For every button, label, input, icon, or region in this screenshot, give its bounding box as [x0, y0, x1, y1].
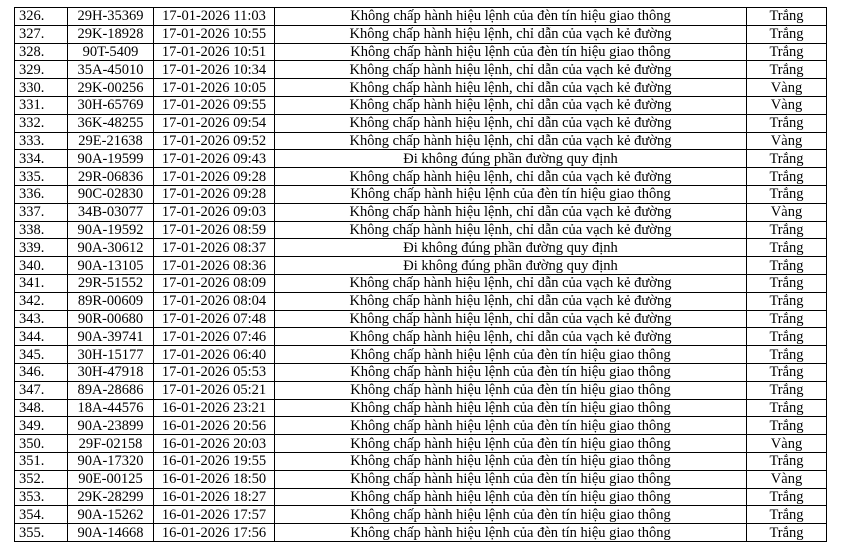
license-plate-cell: 29K-18928 — [68, 25, 154, 43]
row-number-cell: 333. — [15, 132, 68, 150]
violation-description-cell: Không chấp hành hiệu lệnh của đèn tín hiệu giao thông — [275, 381, 747, 399]
license-plate-cell: 34B-03077 — [68, 203, 154, 221]
violation-time-cell: 17-01-2026 10:55 — [154, 25, 275, 43]
license-plate-cell: 90A-39741 — [68, 328, 154, 346]
row-number-cell: 353. — [15, 488, 68, 506]
row-number-cell: 354. — [15, 506, 68, 524]
plate-color-cell: Trắng — [747, 221, 827, 239]
table-row — [15, 96, 827, 114]
plate-color-cell: Trắng — [747, 417, 827, 435]
violation-description-cell: Không chấp hành hiệu lệnh của đèn tín hiệu giao thông — [275, 417, 747, 435]
license-plate-cell: 29R-51552 — [68, 274, 154, 292]
row-number-cell: 329. — [15, 61, 68, 79]
row-number-cell: 343. — [15, 310, 68, 328]
row-number-cell: 346. — [15, 363, 68, 381]
license-plate-cell: 90A-17320 — [68, 452, 154, 470]
violation-time-cell: 17-01-2026 09:28 — [154, 168, 275, 186]
violation-time-cell: 17-01-2026 11:03 — [154, 8, 275, 26]
plate-color-cell: Trắng — [747, 381, 827, 399]
plate-color-cell: Trắng — [747, 488, 827, 506]
violation-time-cell: 16-01-2026 17:56 — [154, 524, 275, 542]
violation-description-cell: Không chấp hành hiệu lệnh, chỉ dẫn của vạch kẻ đường — [275, 203, 747, 221]
plate-color-cell: Trắng — [747, 363, 827, 381]
row-number-cell: 331. — [15, 96, 68, 114]
violation-time-cell: 17-01-2026 07:46 — [154, 328, 275, 346]
violation-description-cell: Không chấp hành hiệu lệnh, chỉ dẫn của vạch kẻ đường — [275, 114, 747, 132]
table-row — [15, 381, 827, 399]
violation-time-cell: 17-01-2026 09:43 — [154, 150, 275, 168]
table-row — [15, 328, 827, 346]
row-number-cell: 345. — [15, 346, 68, 364]
violation-time-cell: 17-01-2026 09:28 — [154, 185, 275, 203]
violation-time-cell: 17-01-2026 05:53 — [154, 363, 275, 381]
violations-table — [14, 7, 827, 542]
violation-description-cell: Không chấp hành hiệu lệnh của đèn tín hiệu giao thông — [275, 524, 747, 542]
license-plate-cell: 18A-44576 — [68, 399, 154, 417]
row-number-cell: 344. — [15, 328, 68, 346]
plate-color-cell: Trắng — [747, 328, 827, 346]
row-number-cell: 336. — [15, 185, 68, 203]
violation-description-cell: Không chấp hành hiệu lệnh, chỉ dẫn của vạch kẻ đường — [275, 328, 747, 346]
license-plate-cell: 35A-45010 — [68, 61, 154, 79]
row-number-cell: 337. — [15, 203, 68, 221]
violation-time-cell: 17-01-2026 08:37 — [154, 239, 275, 257]
plate-color-cell: Vàng — [747, 470, 827, 488]
violations-table-body — [15, 8, 827, 542]
row-number-cell: 327. — [15, 25, 68, 43]
table-row — [15, 506, 827, 524]
license-plate-cell: 90A-13105 — [68, 257, 154, 275]
table-row — [15, 488, 827, 506]
violation-description-cell: Không chấp hành hiệu lệnh, chỉ dẫn của vạch kẻ đường — [275, 132, 747, 150]
violation-description-cell: Không chấp hành hiệu lệnh, chỉ dẫn của vạch kẻ đường — [275, 274, 747, 292]
row-number-cell: 349. — [15, 417, 68, 435]
row-number-cell: 340. — [15, 257, 68, 275]
violation-description-cell: Không chấp hành hiệu lệnh, chỉ dẫn của vạch kẻ đường — [275, 310, 747, 328]
table-row — [15, 399, 827, 417]
table-row — [15, 452, 827, 470]
plate-color-cell: Trắng — [747, 274, 827, 292]
table-row — [15, 346, 827, 364]
row-number-cell: 334. — [15, 150, 68, 168]
violation-description-cell: Không chấp hành hiệu lệnh của đèn tín hiệu giao thông — [275, 363, 747, 381]
row-number-cell: 350. — [15, 435, 68, 453]
license-plate-cell: 29H-35369 — [68, 8, 154, 26]
violation-time-cell: 16-01-2026 18:27 — [154, 488, 275, 506]
table-row — [15, 8, 827, 26]
row-number-cell: 342. — [15, 292, 68, 310]
violation-time-cell: 16-01-2026 20:03 — [154, 435, 275, 453]
violation-description-cell: Không chấp hành hiệu lệnh, chỉ dẫn của vạch kẻ đường — [275, 25, 747, 43]
table-row — [15, 168, 827, 186]
row-number-cell: 355. — [15, 524, 68, 542]
plate-color-cell: Vàng — [747, 435, 827, 453]
violation-description-cell: Không chấp hành hiệu lệnh của đèn tín hiệu giao thông — [275, 8, 747, 26]
violation-description-cell: Không chấp hành hiệu lệnh của đèn tín hiệu giao thông — [275, 346, 747, 364]
row-number-cell: 351. — [15, 452, 68, 470]
license-plate-cell: 30H-65769 — [68, 96, 154, 114]
license-plate-cell: 29F-02158 — [68, 435, 154, 453]
row-number-cell: 335. — [15, 168, 68, 186]
table-row — [15, 239, 827, 257]
license-plate-cell: 90A-19599 — [68, 150, 154, 168]
license-plate-cell: 29K-00256 — [68, 79, 154, 97]
table-row — [15, 114, 827, 132]
license-plate-cell: 90R-00680 — [68, 310, 154, 328]
table-row — [15, 79, 827, 97]
table-row — [15, 185, 827, 203]
table-row — [15, 310, 827, 328]
license-plate-cell: 29K-28299 — [68, 488, 154, 506]
license-plate-cell: 89A-28686 — [68, 381, 154, 399]
table-row — [15, 417, 827, 435]
row-number-cell: 352. — [15, 470, 68, 488]
plate-color-cell: Trắng — [747, 257, 827, 275]
license-plate-cell: 29R-06836 — [68, 168, 154, 186]
violation-time-cell: 16-01-2026 17:57 — [154, 506, 275, 524]
table-row — [15, 274, 827, 292]
plate-color-cell: Trắng — [747, 506, 827, 524]
violation-time-cell: 17-01-2026 05:21 — [154, 381, 275, 399]
violation-description-cell: Không chấp hành hiệu lệnh, chỉ dẫn của vạch kẻ đường — [275, 61, 747, 79]
license-plate-cell: 90A-15262 — [68, 506, 154, 524]
license-plate-cell: 90A-30612 — [68, 239, 154, 257]
violation-description-cell: Không chấp hành hiệu lệnh của đèn tín hiệu giao thông — [275, 488, 747, 506]
row-number-cell: 330. — [15, 79, 68, 97]
violation-time-cell: 17-01-2026 08:59 — [154, 221, 275, 239]
plate-color-cell: Trắng — [747, 399, 827, 417]
table-row — [15, 221, 827, 239]
plate-color-cell: Trắng — [747, 239, 827, 257]
plate-color-cell: Vàng — [747, 96, 827, 114]
violation-time-cell: 17-01-2026 10:05 — [154, 79, 275, 97]
license-plate-cell: 90C-02830 — [68, 185, 154, 203]
license-plate-cell: 90A-19592 — [68, 221, 154, 239]
violation-description-cell: Không chấp hành hiệu lệnh của đèn tín hiệu giao thông — [275, 435, 747, 453]
license-plate-cell: 90A-14668 — [68, 524, 154, 542]
plate-color-cell: Vàng — [747, 132, 827, 150]
row-number-cell: 339. — [15, 239, 68, 257]
violation-description-cell: Không chấp hành hiệu lệnh của đèn tín hiệu giao thông — [275, 185, 747, 203]
row-number-cell: 347. — [15, 381, 68, 399]
table-row — [15, 257, 827, 275]
violation-time-cell: 17-01-2026 09:52 — [154, 132, 275, 150]
violation-time-cell: 17-01-2026 09:55 — [154, 96, 275, 114]
plate-color-cell: Trắng — [747, 61, 827, 79]
plate-color-cell: Trắng — [747, 168, 827, 186]
violation-time-cell: 17-01-2026 08:36 — [154, 257, 275, 275]
license-plate-cell: 89R-00609 — [68, 292, 154, 310]
violation-description-cell: Không chấp hành hiệu lệnh của đèn tín hiệu giao thông — [275, 399, 747, 417]
violation-time-cell: 17-01-2026 09:54 — [154, 114, 275, 132]
plate-color-cell: Trắng — [747, 346, 827, 364]
license-plate-cell: 30H-47918 — [68, 363, 154, 381]
violation-time-cell: 17-01-2026 08:09 — [154, 274, 275, 292]
violation-description-cell: Không chấp hành hiệu lệnh, chỉ dẫn của vạch kẻ đường — [275, 96, 747, 114]
plate-color-cell: Trắng — [747, 452, 827, 470]
violation-time-cell: 16-01-2026 18:50 — [154, 470, 275, 488]
table-row — [15, 292, 827, 310]
violation-time-cell: 16-01-2026 23:21 — [154, 399, 275, 417]
row-number-cell: 328. — [15, 43, 68, 61]
violation-description-cell: Đi không đúng phần đường quy định — [275, 257, 747, 275]
table-row — [15, 43, 827, 61]
plate-color-cell: Trắng — [747, 150, 827, 168]
violation-time-cell: 17-01-2026 07:48 — [154, 310, 275, 328]
plate-color-cell: Trắng — [747, 524, 827, 542]
violation-description-cell: Không chấp hành hiệu lệnh, chỉ dẫn của vạch kẻ đường — [275, 168, 747, 186]
plate-color-cell: Trắng — [747, 114, 827, 132]
row-number-cell: 348. — [15, 399, 68, 417]
license-plate-cell: 90T-5409 — [68, 43, 154, 61]
violation-description-cell: Không chấp hành hiệu lệnh của đèn tín hiệu giao thông — [275, 43, 747, 61]
violation-description-cell: Đi không đúng phần đường quy định — [275, 150, 747, 168]
plate-color-cell: Vàng — [747, 79, 827, 97]
license-plate-cell: 90A-23899 — [68, 417, 154, 435]
table-row — [15, 132, 827, 150]
table-row — [15, 470, 827, 488]
row-number-cell: 338. — [15, 221, 68, 239]
plate-color-cell: Trắng — [747, 292, 827, 310]
violation-time-cell: 17-01-2026 06:40 — [154, 346, 275, 364]
table-row — [15, 61, 827, 79]
violation-description-cell: Không chấp hành hiệu lệnh của đèn tín hiệu giao thông — [275, 452, 747, 470]
table-row — [15, 435, 827, 453]
violation-description-cell: Đi không đúng phần đường quy định — [275, 239, 747, 257]
violation-time-cell: 16-01-2026 19:55 — [154, 452, 275, 470]
violation-description-cell: Không chấp hành hiệu lệnh của đèn tín hiệu giao thông — [275, 470, 747, 488]
violation-time-cell: 17-01-2026 10:34 — [154, 61, 275, 79]
table-row — [15, 524, 827, 542]
violation-description-cell: Không chấp hành hiệu lệnh, chỉ dẫn của vạch kẻ đường — [275, 292, 747, 310]
license-plate-cell: 29E-21638 — [68, 132, 154, 150]
violation-time-cell: 16-01-2026 20:56 — [154, 417, 275, 435]
plate-color-cell: Trắng — [747, 8, 827, 26]
table-row — [15, 203, 827, 221]
violation-description-cell: Không chấp hành hiệu lệnh của đèn tín hiệu giao thông — [275, 506, 747, 524]
license-plate-cell: 30H-15177 — [68, 346, 154, 364]
violation-time-cell: 17-01-2026 09:03 — [154, 203, 275, 221]
plate-color-cell: Trắng — [747, 310, 827, 328]
plate-color-cell: Vàng — [747, 203, 827, 221]
row-number-cell: 341. — [15, 274, 68, 292]
table-row — [15, 363, 827, 381]
license-plate-cell: 90E-00125 — [68, 470, 154, 488]
violation-description-cell: Không chấp hành hiệu lệnh, chỉ dẫn của vạch kẻ đường — [275, 79, 747, 97]
row-number-cell: 332. — [15, 114, 68, 132]
plate-color-cell: Trắng — [747, 25, 827, 43]
license-plate-cell: 36K-48255 — [68, 114, 154, 132]
violation-time-cell: 17-01-2026 08:04 — [154, 292, 275, 310]
plate-color-cell: Trắng — [747, 185, 827, 203]
table-row — [15, 150, 827, 168]
row-number-cell: 326. — [15, 8, 68, 26]
violation-description-cell: Không chấp hành hiệu lệnh, chỉ dẫn của vạch kẻ đường — [275, 221, 747, 239]
plate-color-cell: Trắng — [747, 43, 827, 61]
violation-time-cell: 17-01-2026 10:51 — [154, 43, 275, 61]
table-row — [15, 25, 827, 43]
